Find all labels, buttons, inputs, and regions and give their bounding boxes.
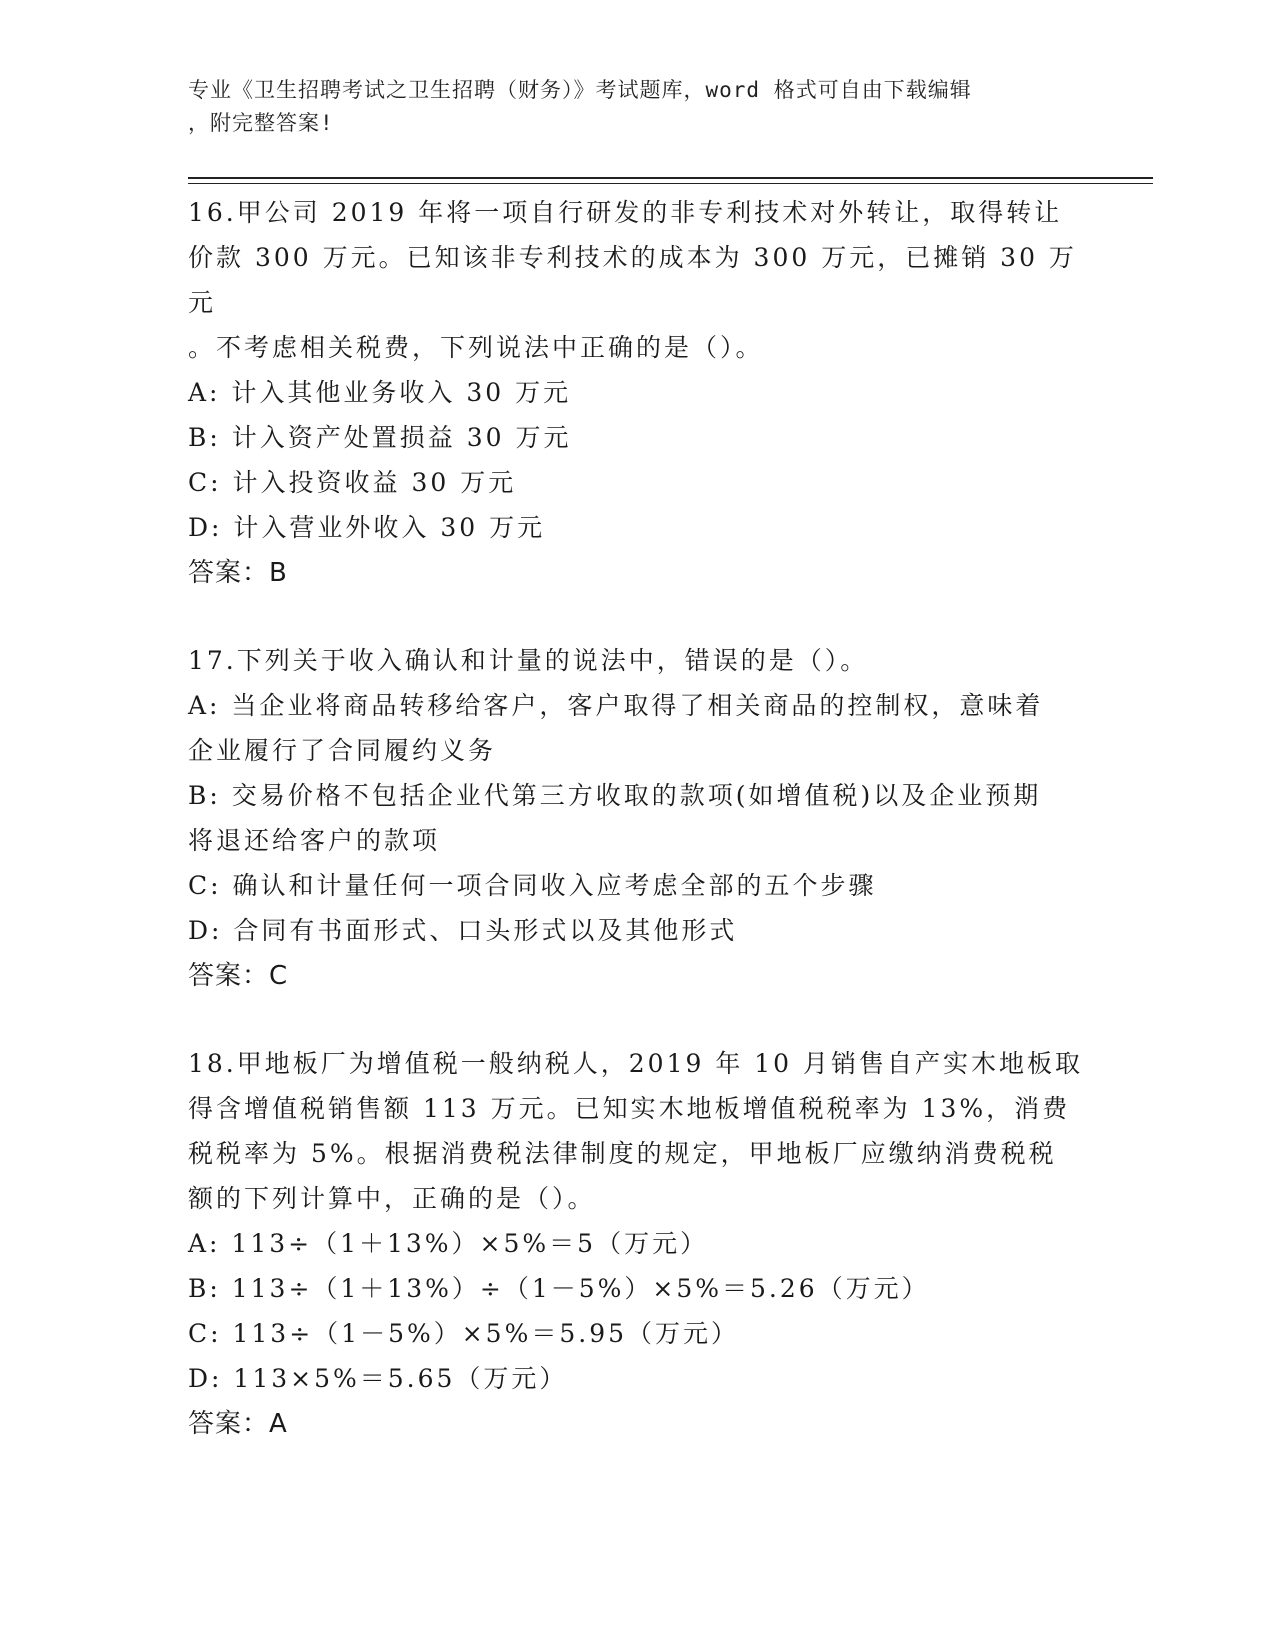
document-header bbox=[188, 74, 1068, 140]
option-a: A: 计入其他业务收入 30 万元 bbox=[188, 378, 572, 407]
option-b: B: 交易价格不包括企业代第三方收取的款项(如增值税)以及企业预期 bbox=[188, 781, 1042, 810]
option-d: D: 113×5%＝5.65（万元） bbox=[188, 1364, 568, 1393]
option-a: A: 当企业将商品转移给客户，客户取得了相关商品的控制权，意味着 bbox=[188, 691, 1044, 720]
question-stem-line: 价款 300 万元。已知该非专利技术的成本为 300 万元，已摊销 30 万元 bbox=[188, 243, 1077, 317]
option-b-continued: 将退还给客户的款项 bbox=[188, 826, 441, 855]
answer-label: 答案：C bbox=[188, 961, 289, 991]
option-b: B: 计入资产处置损益 30 万元 bbox=[188, 423, 572, 452]
header-line-1: 专业《卫生招聘考试之卫生招聘（财务）》考试题库，word 格式可自由下载编辑 bbox=[188, 78, 972, 102]
answer-label: 答案：A bbox=[188, 1409, 288, 1439]
option-d: D: 合同有书面形式、口头形式以及其他形式 bbox=[188, 916, 738, 945]
option-b: B: 113÷（1＋13%）÷（1－5%）×5%＝5.26（万元） bbox=[188, 1274, 930, 1303]
option-c: C: 确认和计量任何一项合同收入应考虑全部的五个步骤 bbox=[188, 871, 877, 900]
question-stem-line: 得含增值税销售额 113 万元。已知实木地板增值税税率为 13%，消费 bbox=[188, 1094, 1071, 1123]
question-list bbox=[188, 190, 1088, 1489]
answer-label: 答案：B bbox=[188, 558, 288, 588]
question-17 bbox=[188, 638, 1088, 999]
header-divider bbox=[188, 177, 1153, 184]
option-a: A: 113÷（1＋13%）×5%＝5（万元） bbox=[188, 1229, 709, 1258]
option-c: C: 113÷（1－5%）×5%＝5.95（万元） bbox=[188, 1319, 740, 1348]
question-stem-line: 。不考虑相关税费，下列说法中正确的是（）。 bbox=[188, 333, 764, 362]
option-a-continued: 企业履行了合同履约义务 bbox=[188, 736, 497, 765]
question-stem-line: 18.甲地板厂为增值税一般纳税人，2019 年 10 月销售自产实木地板取 bbox=[188, 1049, 1084, 1078]
question-16 bbox=[188, 190, 1088, 596]
header-line-2: ，附完整答案! bbox=[188, 111, 334, 135]
option-c: C: 计入投资收益 30 万元 bbox=[188, 468, 517, 497]
question-stem-line: 额的下列计算中，正确的是（）。 bbox=[188, 1184, 596, 1213]
question-stem-line: 17.下列关于收入确认和计量的说法中，错误的是（）。 bbox=[188, 646, 869, 675]
option-d: D: 计入营业外收入 30 万元 bbox=[188, 513, 546, 542]
question-stem-line: 16.甲公司 2019 年将一项自行研发的非专利技术对外转让，取得转让 bbox=[188, 198, 1063, 227]
question-18 bbox=[188, 1041, 1088, 1447]
question-stem-line: 税税率为 5%。根据消费税法律制度的规定，甲地板厂应缴纳消费税税 bbox=[188, 1139, 1057, 1168]
